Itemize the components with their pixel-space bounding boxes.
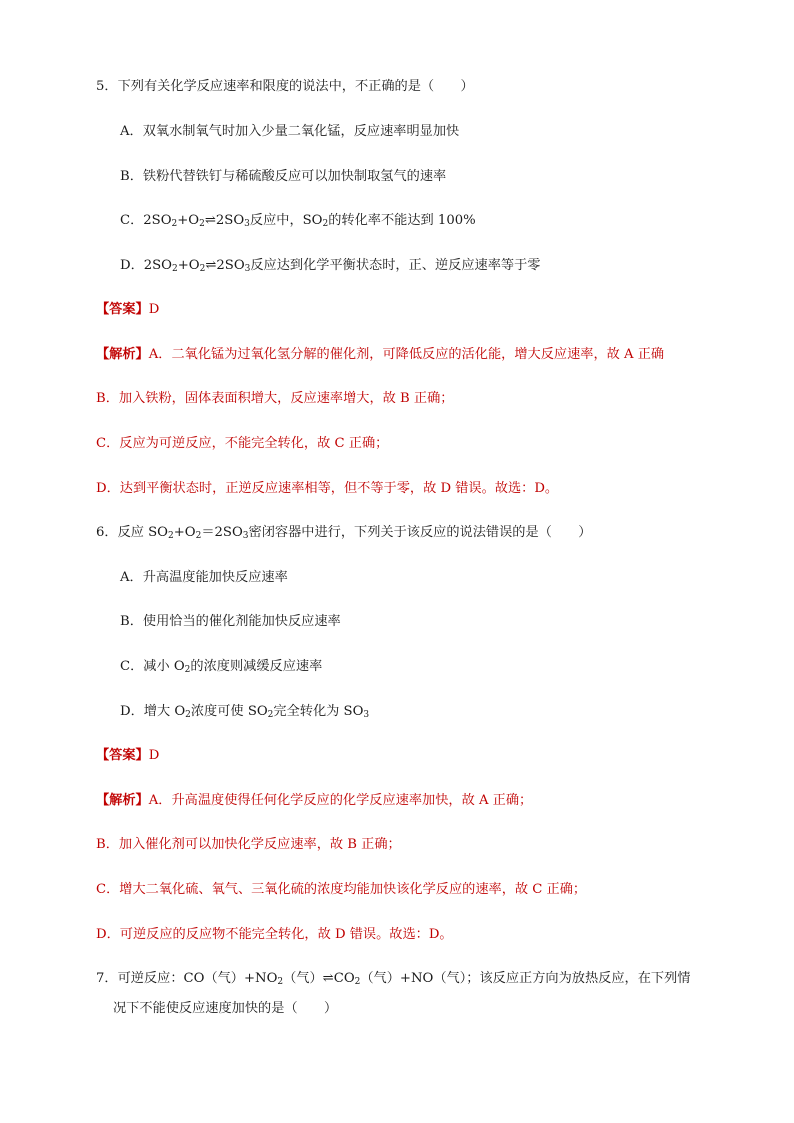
q5-answer: 【答案】D	[96, 302, 160, 317]
q7-stem-line-2: 况下不能使反应速度加快的是（ ）	[113, 1001, 338, 1016]
q5-analysis-line-2: B．加入铁粉，固体表面积增大，反应速率增大，故 B 正确；	[96, 391, 454, 406]
q6-option-a: A．升高温度能加快反应速率	[120, 570, 288, 585]
analysis-label: 【解析】	[96, 793, 149, 808]
q5-option-c: C．$2SO_2+O_2\rightleftharpoons 2SO_3$反应中，$SO_2$的转化率不能达到 100%	[120, 213, 476, 229]
q5-option-d: D．$2SO_2+O_2\rightleftharpoons 2SO_3$反应达到化学平衡状态时，正、逆反应速率等于零	[120, 258, 541, 274]
q6-option-d: D．增大 $O_2$浓度可使 $SO_2$完全转化为 $SO_3$	[120, 704, 370, 720]
q5-analysis-line-3: C．反应为可逆反应，不能完全转化，故 C 正确；	[96, 436, 389, 451]
q7-stem-line-1: 7．可逆反应：CO（气）$+NO_2$（气）$\rightleftharpoons CO_2$（气）+NO（气）；该反应正方向为放热反应，在下列情	[96, 971, 691, 987]
q6-stem: 6．反应 $SO_2+O_2=2SO_3$密闭容器中进行，下列关于该反应的说法错误的是（ ）	[96, 525, 592, 541]
q6-analysis-line-2: B．加入催化剂可以加快化学反应速率，故 B 正确；	[96, 837, 401, 852]
q5-option-a: A．双氧水制氧气时加入少量二氧化锰，反应速率明显加快	[120, 124, 460, 139]
q6-analysis-line-3: C．增大二氧化硫、氧气、三氧化硫的浓度均能加快该化学反应的速率，故 C 正确；	[96, 882, 587, 897]
analysis-label: 【解析】	[96, 347, 149, 362]
q6-option-c: C．减小 $O_2$的浓度则减缓反应速率	[120, 659, 323, 675]
q5-analysis-line-4: D．达到平衡状态时，正逆反应速率相等，但不等于零，故 D 错误。故选：D。	[96, 481, 559, 496]
answer-label: 【答案】	[96, 302, 149, 317]
q5-analysis-line-1: 【解析】A．二氧化锰为过氧化氢分解的催化剂，可降低反应的活化能，增大反应速率，故 A 正确	[96, 347, 665, 362]
q6-answer: 【答案】D	[96, 748, 160, 763]
q5-stem: 5．下列有关化学反应速率和限度的说法中，不正确的是（ ）	[96, 79, 474, 94]
q6-analysis-line-1: 【解析】A．升高温度使得任何化学反应的化学反应速率加快，故 A 正确；	[96, 793, 533, 808]
q5-option-b: B．铁粉代替铁钉与稀硫酸反应可以加快制取氢气的速率	[120, 169, 447, 184]
answer-label: 【答案】	[96, 748, 149, 763]
q6-analysis-line-4: D．可逆反应的反应物不能完全转化，故 D 错误。故选：D。	[96, 927, 453, 942]
q6-option-b: B．使用恰当的催化剂能加快反应速率	[120, 614, 341, 629]
